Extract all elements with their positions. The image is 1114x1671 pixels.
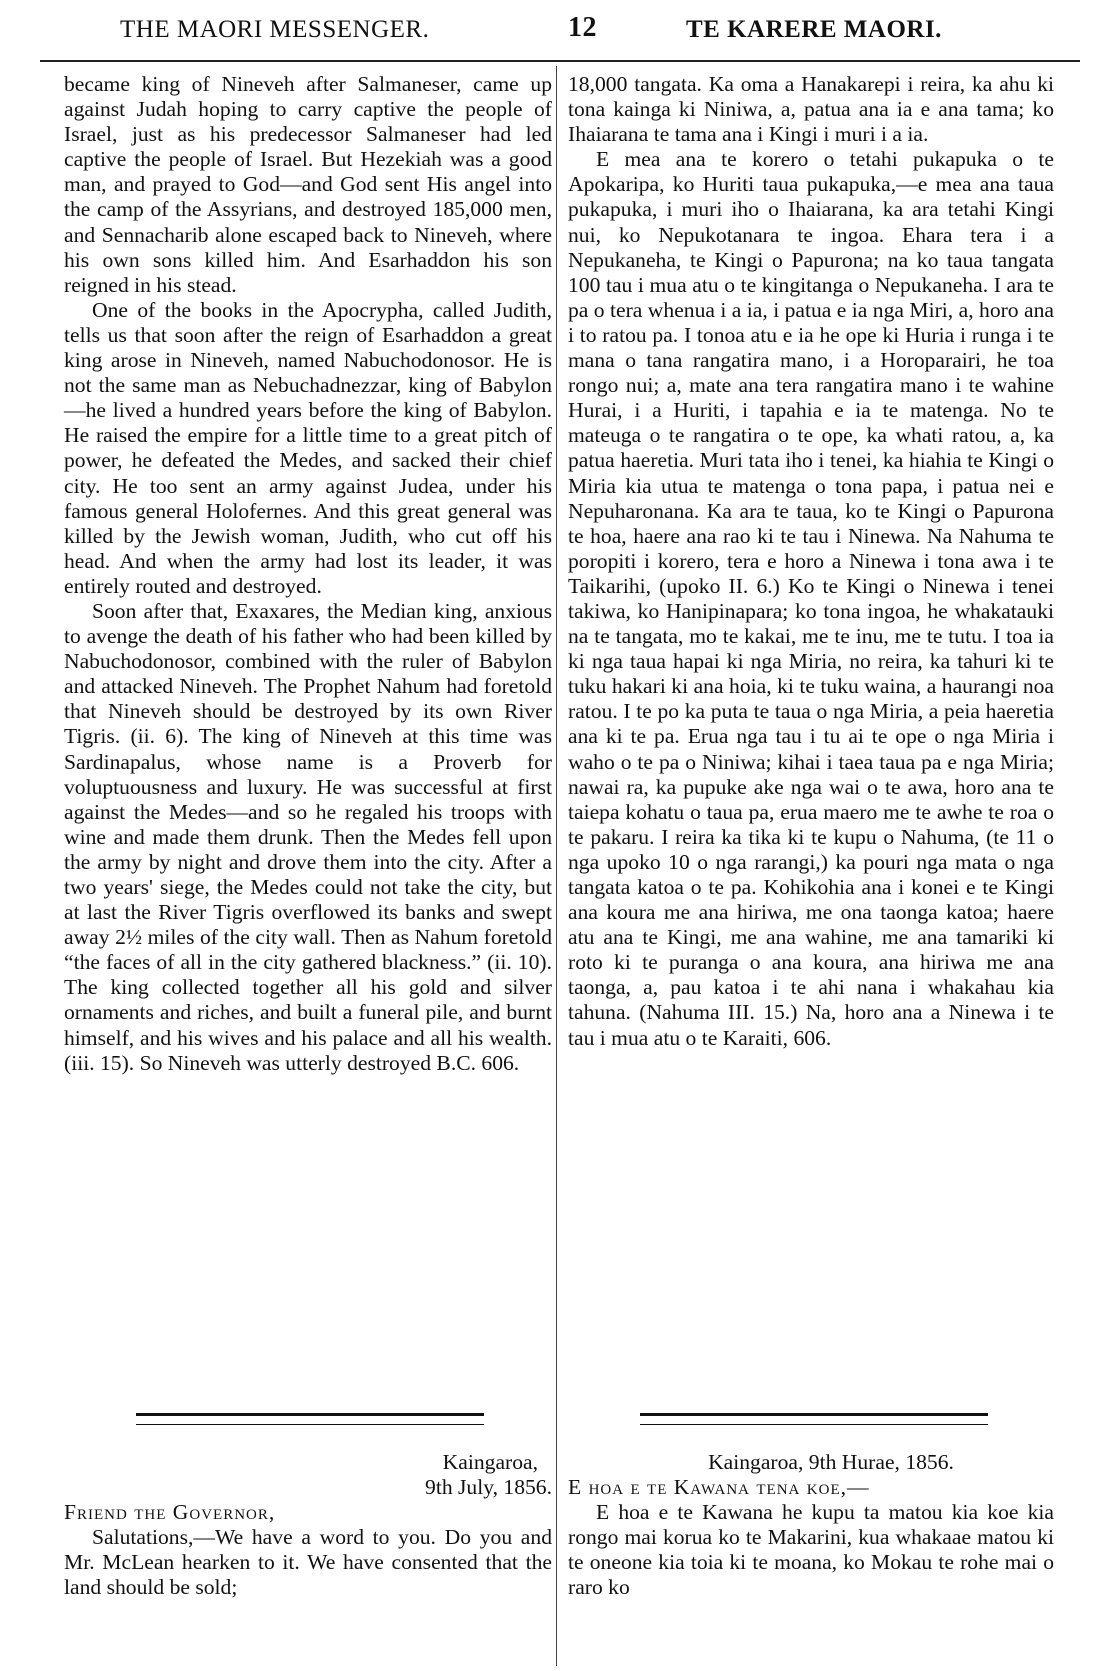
maori-section-rule — [640, 1413, 988, 1425]
maori-letter-body: E hoa e te Kawana he kupu ta matou kia koe kia rongo mai korua ko te Makarini, kua whakaae matou ki te oneone kia toia ki te moana, ko Mokau te rohe mai o raro ko — [568, 1500, 1054, 1600]
maori-column — [568, 72, 1054, 1051]
english-section-rule — [136, 1413, 484, 1425]
english-paragraph-1: became king of Nineveh after Salmaneser, came up against Judah hoping to carry captive the people of Israel, just as his predecessor Salmaneser had led captive the people of Israel. But Hezekiah was a good man, and prayed to God—and God sent His angel into the camp of the Assyrians, and destroyed 185,000 men, and Sennacharib alone escaped back to Nineveh, where his own sons killed him. And Esarhaddon his son reigned in his stead. — [64, 72, 552, 297]
english-letter-date: 9th July, 1856. — [425, 1475, 552, 1500]
maori-paragraph-1: 18,000 tangata. Ka oma a Hanakarepi i reira, ka ahu ki tona kainga ki Niniwa, a, patua ana ia e ana tama; ko Ihaiarana te tama ana i Kingi i muri i a ia. — [568, 72, 1054, 147]
page-header — [40, 12, 1080, 48]
english-letter-salutation: Friend the Governor, — [64, 1500, 276, 1525]
english-letter-place: Kaingaroa, — [442, 1450, 538, 1474]
header-rule — [40, 60, 1080, 62]
maori-letter — [568, 1450, 1054, 1601]
english-paragraph-2: One of the books in the Apocrypha, called Judith, tells us that soon after the reign of Esarhaddon a great king arose in Nineveh, named Nabuchodonosor. He is not the same man as Nebuchadnezzar, king of Babylon—he lived a hundred years before the king of Babylon. He raised the empire for a little time to a great pitch of power, he defeated the Medes, and sacked their chief city. He too sent an army against Judea, under his famous general Holofernes. And this great general was killed by the Jewish woman, Judith, who cut off his head. And when the army had lost its leader, it was entirely routed and destroyed. — [64, 297, 552, 598]
maori-letter-place-date: Kaingaroa, 9th Hurae, 1856. — [708, 1450, 954, 1474]
english-letter-body: Salutations,—We have a word to you. Do you and Mr. McLean hearken to it. We have consented that the land should be sold; — [64, 1525, 552, 1600]
maori-paragraph-2: E mea ana te korero o tetahi pukapuka o te Apokaripa, ko Huriti taua pukapuka,—e mea ana taua pukapuka, i muri iho o Ihaiarana, ka ara tetahi Kingi nui, ko Nepukotanara te ingoa. Ehara tera i a Nepukaneha, te Kingi o Papurona; na ko taua tangata 100 tau i mua atu o te kingitanga o Nepukaneha. I ara te pa o tera whenua i a ia, i patua e ia nga Miri, a, horo ana i to ratou pa. I tonoa atu e ia he ope ki Huria i runga i te mana o tana rangatira mano, i a Horoparairi, he toa rongo nui; a, mate ana tera rangatira mano i te wahine Hurai, i a Huriti, i tapahia e ia te matenga. No te mateuga o te rangatira o te ope, ka whati ratou, a, ka patua haeretia. Muri tata iho i tenei, ka hiahia te Kingi o Miria kia utua te matenga o tona papa, i patua nei e Nepuharonana. Ka ara te taua, ko te Kingi o Papurona te hoa, haere ana rao ki te tau i Ninewa. Na Nahuma te poropiti i korero, tera e horo a Ninewa i tona awa i te Taikarihi, (upoko II. 6.) Ko te Kingi o Ninewa i tenei takiwa, ko Hanipinapara; ko tona ingoa, he whakatauki na te tangata, mo te kakai, me te inu, me te tutu. I toa ia ki nga taua hapai ki nga Miria, no reira, ka tahuri ki te tuku hakari ki ana hoia, ki te tuku waina, a haurangi noa ratou. I te po ka puta te taua o nga Miria, a peia haeretia ana ki te pa. Erua nga tau i tu ai te ope o nga Miria i waho o te pa o Niniwa; kihai i taea taua pa e nga Miria; nawai ra, ka pupuke ake nga wai o te awa, horo ana te taiepa kohatu o taua pa, erua maero me te awhe te roa o te pakaru. I reira ka tika ki te kupu o Nahuma, (te 11 o nga upoko 10 o nga rarangi,) ka pouri nga mata o nga tangata katoa o te pa. Kohikohia ana i konei e te Kingi ana koura me ana hiriwa, me ona taonga katoa; haere atu ana te Kingi, me ana wahine, me ana tamariki ki roto ki te puranga o ana koura, ana hiriwa me ana taonga, a, pau katoa i te ahi nana i whakahau kia tahuna. (Nahuma III. 15.) Na, horo ana a Ninewa i te tau i mua atu o te Karaiti, 606. — [568, 147, 1054, 1050]
column-divider — [556, 66, 557, 1666]
english-column — [64, 72, 552, 1076]
maori-letter-salutation: E hoa e te Kawana tena koe,— — [568, 1475, 870, 1500]
header-maori-title: TE KARERE MAORI. — [686, 16, 942, 43]
english-letter — [64, 1450, 552, 1601]
page-number: 12 — [568, 12, 597, 43]
english-paragraph-3: Soon after that, Exaxares, the Median king, anxious to avenge the death of his father who had been killed by Nabuchodonosor, combined with the ruler of Babylon and attacked Nineveh. The Prophet Nahum had foretold that Nineveh should be destroyed by its own River Tigris. (ii. 6). The king of Nineveh at this time was Sardinapalus, whose name is a Proverb for voluptuousness and luxury. He was successful at first against the Medes—and so he regaled his troops with wine and made them drunk. Then the Medes fell upon the army by night and drove them into the city. After a two years' siege, the Medes could not take the city, but at last the River Tigris overflowed its banks and swept away 2½ miles of the city wall. Then as Nahum foretold “the faces of all in the city gathered blackness.” (ii. 10). The king collected together all his gold and silver ornaments and riches, and built a funeral pile, and burnt himself, and his wives and his palace and all his wealth. (iii. 15). So Nineveh was utterly destroyed B.C. 606. — [64, 598, 552, 1075]
header-english-title: THE MAORI MESSENGER. — [120, 16, 430, 43]
